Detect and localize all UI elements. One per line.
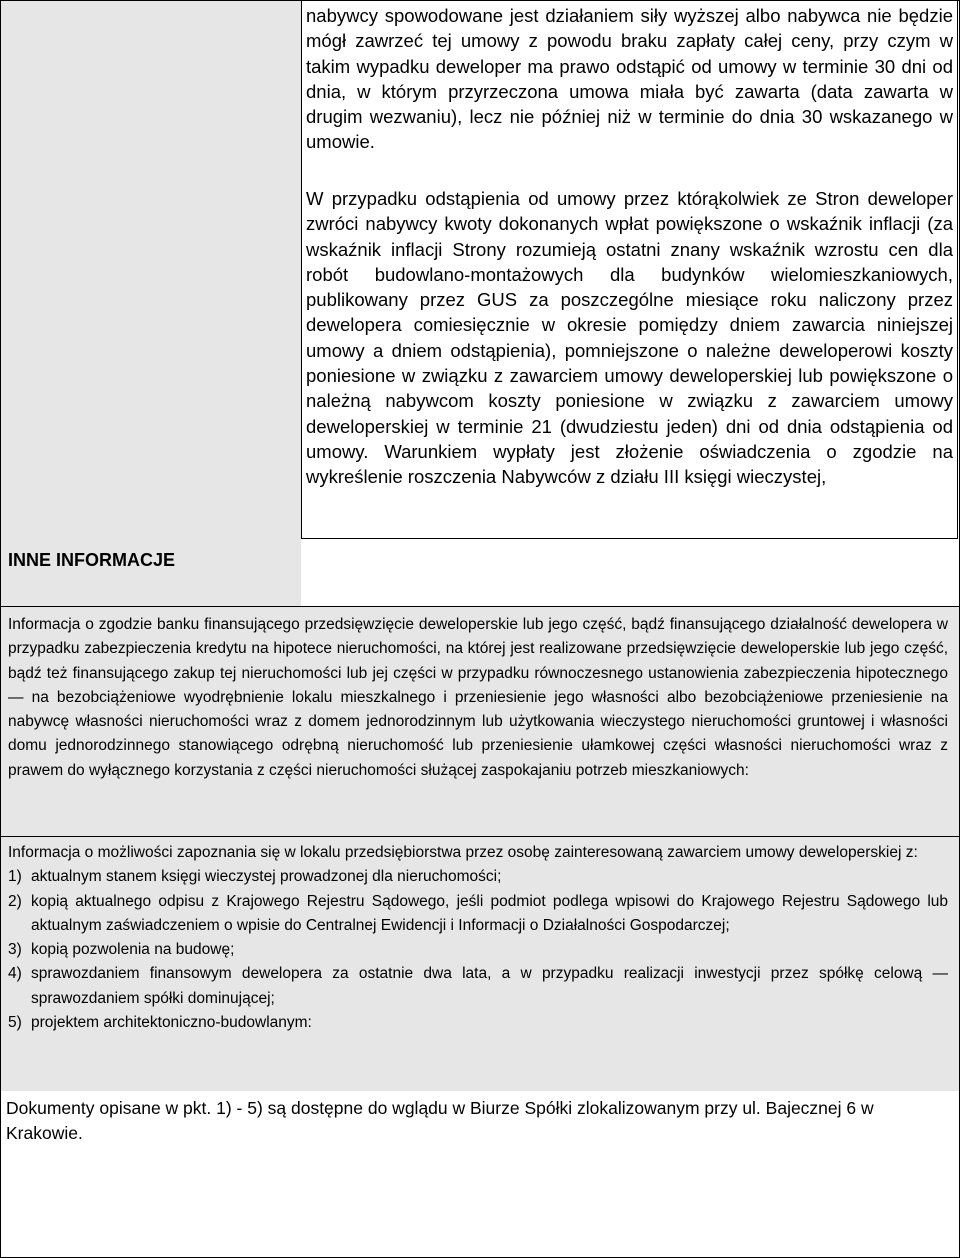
list-item-number: 1) xyxy=(8,868,22,886)
bank-consent-text: Informacja o zgodzie banku finansującego przedsięwzięcie deweloperskie lub jego część, bądź finansującego działalność dewelopera w przypadku zabezpieczenia kredytu na hipotece nieruchomości, na której jest realizowane przedsięwzięcie deweloperskie lub jego część, bądź też finansującego zakup tej nieruchomości lub jej części w przypadku równoczesnego ustanowienia zabezpieczenia hipotecznego — na bezobciążeniowe wyodrębnienie lokalu mieszkalnego i przeniesienie jego własności albo bezobciążeniowe przeniesienie na nabywcę własności nieruchomości wraz z domem jednorodzinnym lub użytkowania wieczystego nieruchomości gruntowej i własności domu jednorodzinnego stanowiącego odrębną nieruchomość lub przeniesienie ułamkowej części własności nieruchomości wraz z prawem do wyłącznego korzystania z części nieruchomości służącej zaspokajaniu potrzeb mieszkaniowych: xyxy=(8,616,948,779)
list-item xyxy=(8,938,948,962)
list-item-number: 3) xyxy=(8,941,22,959)
paragraph-withdrawal: W przypadku odstąpienia od umowy przez którąkolwiek ze Stron deweloper zwróci nabywcy kwoty dokonanych wpłat powiększone o wskaźnik inflacji (za wskaźnik inflacji Strony rozumieją ostatni znany wskaźnik wzrostu cen dla robót budowlano-montażowych dla budynków wielomieszkaniowych, publikowany przez GUS za poszczególne miesiące roku naliczony przez dewelopera comiesięcznie w okresie pomiędzy dniem zawarcia niniejszej umowy a dniem odstąpienia), pomniejszone o należne deweloperowi koszty poniesione w związku z zawarciem umowy deweloperskiej lub powiększone o należną nabywcom koszty poniesione w związku z zawarciem umowy deweloperskiej w terminie 21 (dwudziestu jeden) dni od dnia odstąpienia od umowy. Warunkiem wypłaty jest złożenie oświadczenia o zgodzie na wykreślenie roszczenia Nabywców z działu III księgi wieczystej, xyxy=(306,188,953,488)
paragraph-force-majeure: nabywcy spowodowane jest działaniem siły wyższej albo nabywca nie będzie mógł zawrzeć tej umowy z powodu braku zapłaty całej ceny, przy czym w takim wypadku deweloper ma prawo odstąpić od umowy w terminie 30 dni od dnia, w którym przyrzeczona umowa miała być zawarta (data zawarta w drugim wezwaniu), lecz nie później niż w terminie do dnia 30 wskazanego w umowie. xyxy=(306,5,953,153)
list-item xyxy=(8,962,948,1011)
list-item-number: 5) xyxy=(8,1014,22,1032)
documents-block xyxy=(8,841,948,1035)
list-item-number: 2) xyxy=(8,892,22,910)
section-label: INNE INFORMACJE xyxy=(8,550,176,570)
list-item-text: kopią aktualnego odpisu z Krajowego Rejestru Sądowego, jeśli podmiot podlega wpisowi do Krajowego Rejestru Sądowego lub aktualnym zaświadczeniem o wpisie do Centralnej Ewidencji i Informacji o Działalności Gospodarczej; xyxy=(31,892,948,934)
list-item-text: sprawozdaniem finansowym dewelopera za ostatnie dwa lata, a w przypadku realizacji inwestycji przez spółkę celową — sprawozdaniem spółki dominującej; xyxy=(31,965,948,1007)
list-item xyxy=(8,865,948,889)
documents-intro: Informacja o możliwości zapoznania się w lokalu przedsiębiorstwa przez osobę zainteresowaną zawarciem umowy deweloperskiej z: xyxy=(8,844,918,861)
list-item-text: kopią pozwolenia na budowę; xyxy=(31,941,235,959)
list-item-text: projektem architektoniczno-budowlanym: xyxy=(31,1014,312,1032)
label-cell xyxy=(1,1,301,606)
list-item-text: aktualnym stanem księgi wieczystej prowadzonej dla nieruchomości; xyxy=(31,868,502,886)
list-item-number: 4) xyxy=(8,965,22,983)
list-item xyxy=(8,890,948,939)
documents-availability-answer: Dokumenty opisane w pkt. 1) - 5) są dostępne do wglądu w Biurze Spółki zlokalizowanym przy ul. Bajecznej 6 w Krakowie. xyxy=(6,1098,874,1144)
list-item xyxy=(8,1011,948,1035)
